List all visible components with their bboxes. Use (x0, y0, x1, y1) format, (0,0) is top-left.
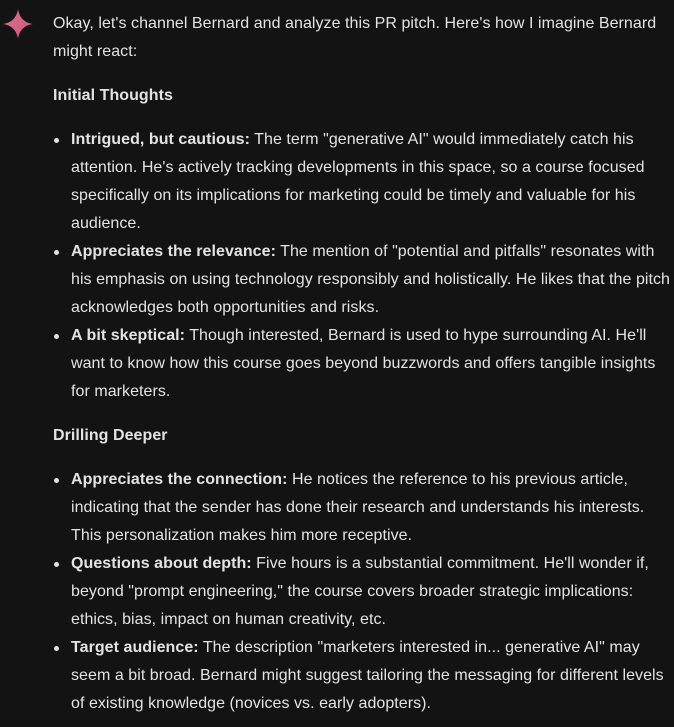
bullet-text: The mention of "potential and pitfalls" resonates with his emphasis on using technology responsibly and holistically. He likes that the pitch acknowledges both opportunities and risks. (71, 243, 670, 316)
list-item (53, 322, 671, 406)
bullet-text: He notices the reference to his previous article, indicating that the sender has done their research and understands his interests. This personalization makes him more receptive. (71, 471, 645, 544)
bullet-text: The description "marketers interested in... generative AI" may seem a bit broad. Bernard might suggest tailoring the messaging for different levels of existing knowledge (novices vs. early adopters). (71, 639, 664, 712)
bullet-text: Five hours is a substantial commitment. He'll wonder if, beyond "prompt engineering," the course covers broader strategic implications: ethics, bias, impact on human creativity, etc. (71, 555, 649, 628)
bullet-dot-icon (54, 478, 59, 483)
list-item (53, 634, 671, 718)
bullet-dot-icon (54, 646, 59, 651)
assistant-response (53, 10, 671, 718)
gemini-sparkle-icon (2, 8, 34, 40)
bullet-text: The term "generative AI" would immediately catch his attention. He's actively tracking developments in this space, so a course focused specifically on its implications for marketing could be timely and valuable for his audience. (71, 131, 645, 232)
bullet-lead: Questions about depth: (71, 555, 252, 572)
bullet-list (53, 126, 671, 406)
list-item (53, 126, 671, 238)
bullet-dot-icon (54, 562, 59, 567)
section-heading: Initial Thoughts (53, 87, 173, 104)
bullet-lead: Appreciates the relevance: (71, 243, 276, 260)
section-initial-thoughts (53, 82, 671, 406)
bullet-text: Though interested, Bernard is used to hype surrounding AI. He'll want to know how this course goes beyond buzzwords and offers tangible insights for marketers. (71, 327, 656, 400)
bullet-lead: Intrigued, but cautious: (71, 131, 250, 148)
response-intro: Okay, let's channel Bernard and analyze this PR pitch. Here's how I imagine Bernard might react: (53, 15, 657, 60)
list-item (53, 238, 671, 322)
bullet-lead: A bit skeptical: (71, 327, 186, 344)
list-item (53, 466, 671, 550)
list-item (53, 550, 671, 634)
bullet-lead: Target audience: (71, 639, 199, 656)
bullet-list (53, 466, 671, 718)
bullet-dot-icon (54, 138, 59, 143)
bullet-lead: Appreciates the connection: (71, 471, 288, 488)
bullet-dot-icon (54, 334, 59, 339)
section-heading: Drilling Deeper (53, 427, 168, 444)
section-drilling-deeper (53, 422, 671, 718)
bullet-dot-icon (54, 250, 59, 255)
